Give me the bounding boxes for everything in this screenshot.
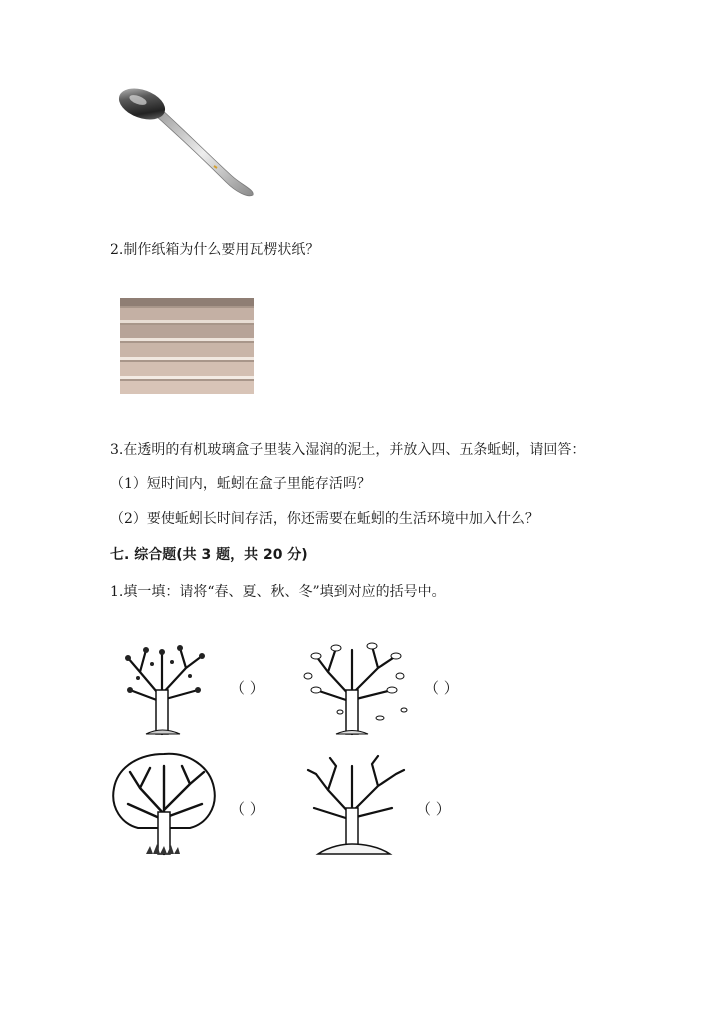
spoon-image xyxy=(110,86,260,198)
question-2: 2.制作纸箱为什么要用瓦楞状纸？ xyxy=(110,242,320,258)
tree-winter-image xyxy=(300,752,408,860)
question-3-sub-1: （1）短时间内，蚯蚓在盒子里能存活吗？ xyxy=(110,476,371,492)
question-3: 3.在透明的有机玻璃盒子里装入湿润的泥土，并放入四、五条蚯蚓，请回答： xyxy=(110,442,586,458)
answer-blank-autumn[interactable]: （ ） xyxy=(424,679,459,697)
question-3-sub-2: （2）要使蚯蚓长时间存活，你还需要在蚯蚓的生活环境中加入什么？ xyxy=(110,511,539,527)
answer-blank-summer[interactable]: （ ） xyxy=(230,800,265,818)
tree-spring-image xyxy=(110,632,214,738)
tree-summer-image xyxy=(110,750,218,862)
section-7-title: 七. 综合题(共 3 题，共 20 分) xyxy=(110,547,308,563)
answer-blank-spring[interactable]: （ ） xyxy=(230,679,265,697)
cardboard-image xyxy=(120,298,254,394)
tree-autumn-image xyxy=(300,632,412,738)
section-7-question-1: 1.填一填：请将“春、夏、秋、冬”填到对应的括号中。 xyxy=(110,584,446,600)
answer-blank-winter[interactable]: （ ） xyxy=(416,800,451,818)
